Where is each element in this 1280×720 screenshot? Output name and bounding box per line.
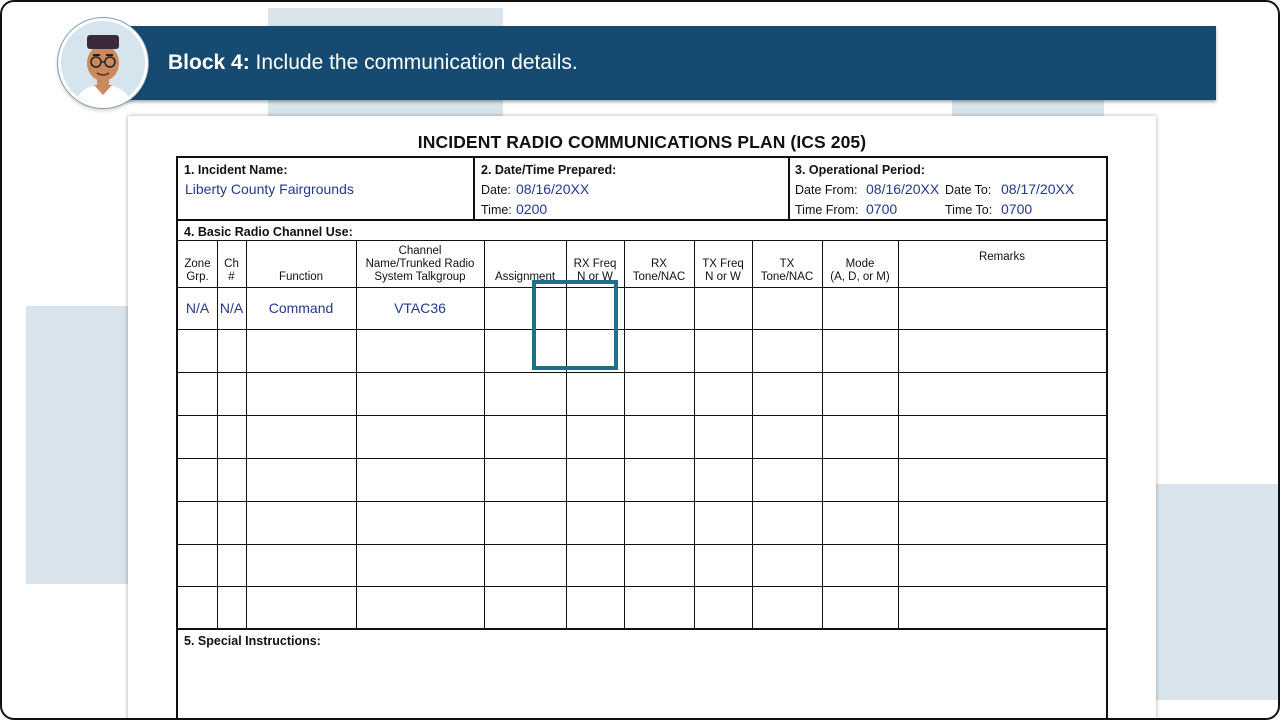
column-header-rx-tone: RX Tone/NAC [632, 258, 686, 283]
row1-channel-number[interactable]: N/A [219, 300, 244, 316]
time-to-label: Time To: [945, 203, 993, 217]
ics-205-form [176, 156, 1108, 720]
row1-channel-name[interactable]: VTAC36 [394, 300, 446, 316]
table-row-divider [178, 287, 1106, 288]
date-to-label: Date To: [945, 183, 992, 197]
table-row-divider [178, 586, 1106, 587]
divider [624, 240, 625, 628]
table-row-divider [178, 458, 1106, 459]
instruction-banner [124, 26, 1216, 100]
date-from-label: Date From: [795, 183, 858, 197]
table-row-divider [178, 544, 1106, 545]
date-label: Date: [481, 183, 511, 197]
banner-block-label: Block 4: [168, 51, 250, 74]
background-block [1154, 484, 1280, 700]
divider [178, 219, 1106, 221]
date-to-value[interactable]: 08/17/20XX [1001, 181, 1075, 197]
person-icon [61, 21, 145, 105]
column-header-function: Function [278, 271, 324, 283]
banner-block-text: Include the communication details. [255, 51, 578, 74]
time-from-value[interactable]: 0700 [866, 201, 898, 217]
background-block [952, 98, 1104, 118]
column-header-tx-tone: TX Tone/NAC [760, 258, 814, 283]
time-value[interactable]: 0200 [516, 201, 548, 217]
date-value[interactable]: 08/16/20XX [516, 181, 590, 197]
column-header-channel-number: Ch # [224, 258, 239, 283]
table-row-divider [178, 501, 1106, 502]
column-header-rx-freq: RX Freq N or W [573, 258, 617, 283]
background-block [26, 306, 130, 584]
row1-function[interactable]: Command [268, 300, 334, 316]
narrator-avatar [58, 18, 148, 108]
incident-name-value[interactable]: Liberty County Fairgrounds [185, 181, 354, 197]
divider [898, 240, 899, 628]
divider [694, 240, 695, 628]
operational-period-label: 3. Operational Period: [795, 163, 925, 177]
form-title: INCIDENT RADIO COMMUNICATIONS PLAN (ICS 205) [417, 132, 867, 152]
divider [178, 628, 1106, 630]
divider [473, 158, 475, 220]
divider [822, 240, 823, 628]
banner-text [168, 26, 578, 100]
divider [752, 240, 753, 628]
column-header-channel-name: Channel Name/Trunked Radio System Talkgroup [365, 245, 475, 283]
special-instructions-label: 5. Special Instructions: [184, 634, 321, 648]
assignment-column-highlight [532, 280, 618, 370]
time-from-label: Time From: [795, 203, 859, 217]
date-from-value[interactable]: 08/16/20XX [866, 181, 940, 197]
row1-zone[interactable]: N/A [185, 300, 210, 316]
ics-205-form-page [128, 116, 1156, 720]
incident-name-label: 1. Incident Name: [184, 163, 288, 177]
column-header-assignment: Assignment [494, 271, 556, 283]
column-header-tx-freq: TX Freq N or W [702, 258, 744, 283]
basic-radio-channel-use-label: 4. Basic Radio Channel Use: [184, 225, 353, 239]
divider [788, 158, 790, 220]
table-row-divider [178, 415, 1106, 416]
time-to-value[interactable]: 0700 [1001, 201, 1033, 217]
column-header-zone: Zone Grp. [184, 258, 211, 283]
column-header-remarks: Remarks [978, 251, 1025, 263]
time-label: Time: [481, 203, 512, 217]
column-header-mode: Mode (A, D, or M) [830, 258, 890, 283]
table-row-divider [178, 329, 1106, 330]
table-row-divider [178, 372, 1106, 373]
date-time-prepared-label: 2. Date/Time Prepared: [481, 163, 617, 177]
